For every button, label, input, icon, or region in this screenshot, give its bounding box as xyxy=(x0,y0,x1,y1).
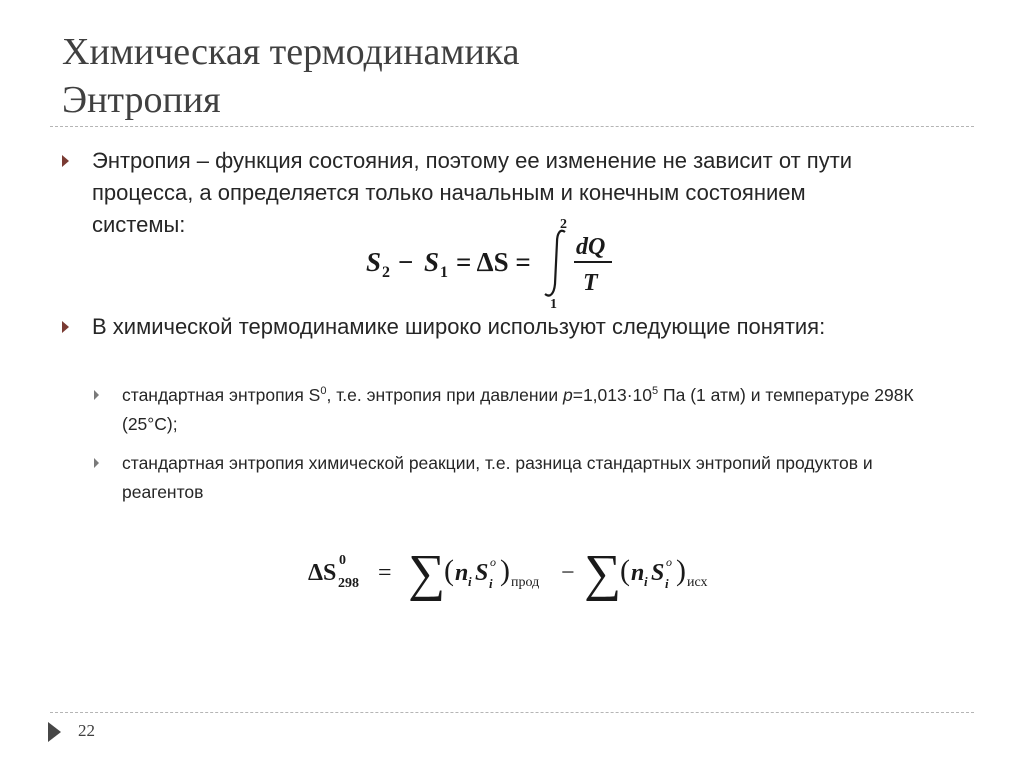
paren-open-icon: ( xyxy=(444,554,454,587)
delta-s: ΔS xyxy=(308,560,337,586)
title-line-1: Химическая термодинамика xyxy=(62,31,520,73)
sub-bullet-arrow-icon xyxy=(94,390,99,400)
reaction-entropy-formula xyxy=(306,538,746,608)
sup-zero: 0 xyxy=(339,553,346,568)
i-sub-2: i xyxy=(489,576,493,591)
paren-close-icon: ) xyxy=(500,554,510,587)
n-symbol: n xyxy=(631,560,645,586)
bullet-arrow-icon xyxy=(62,155,69,167)
n-symbol: n xyxy=(455,560,469,586)
i-sub: i xyxy=(468,574,472,589)
sub-bullet-reaction-entropy xyxy=(122,449,942,507)
sum-icon: ∑ xyxy=(584,545,622,602)
title-divider xyxy=(50,126,974,127)
s-symbol-2: S xyxy=(424,247,440,277)
sum-icon: ∑ xyxy=(408,545,446,602)
bullet-text: В химической термодинамике широко используют следующие понятия: xyxy=(92,314,826,339)
sub-prod: прод xyxy=(511,575,540,590)
minus-sign: − xyxy=(398,247,414,277)
i-sub: i xyxy=(644,574,648,589)
bullet-concepts xyxy=(92,311,892,343)
bullet-text: Энтропия – функция состояния, поэтому ее изменение не зависит от пути процесса, а определяется только начальным и конечным состоянием системы: xyxy=(92,148,853,237)
paren-close-icon: ) xyxy=(676,554,686,587)
entropy-change-formula xyxy=(362,212,622,312)
paren-open-icon: ( xyxy=(620,554,630,587)
sub-2: 2 xyxy=(382,264,390,281)
sub-ish: исх xyxy=(687,575,708,590)
sub-1: 1 xyxy=(440,264,448,281)
equals-sign: = xyxy=(378,560,392,586)
page-number: 22 xyxy=(78,721,95,740)
sub-298: 298 xyxy=(338,576,359,591)
lower-limit: 1 xyxy=(550,297,557,312)
upper-limit: 2 xyxy=(560,217,567,232)
s-symbol: S xyxy=(651,560,665,586)
page-arrow-icon xyxy=(48,722,61,742)
s-symbol: S xyxy=(475,560,489,586)
sub-bullet-text: стандартная энтропия химической реакции, т.е. разница стандартных энтропий продуктов и реагентов xyxy=(122,453,873,502)
o-sup: o xyxy=(490,555,496,569)
slide-title xyxy=(62,28,962,124)
minus-sign: − xyxy=(561,560,575,586)
equals-delta: = ΔS = xyxy=(456,247,531,277)
footer-divider xyxy=(50,712,974,713)
o-sup: o xyxy=(666,555,672,569)
sub-bullet-arrow-icon xyxy=(94,458,99,468)
sub-bullet-standard-entropy: стандартная энтропия $S^0$, т.е. энтропия при давлении $p=1,013\cdot 10^5$ Па (1 атм) и температуре 298К (25°С); xyxy=(122,381,942,439)
integral-sign-icon xyxy=(545,231,565,296)
i-sub-2: i xyxy=(665,576,669,591)
bullet-arrow-icon xyxy=(62,321,69,333)
s-symbol: S xyxy=(366,247,382,277)
denominator: T xyxy=(583,270,598,296)
title-line-2: Энтропия xyxy=(62,79,221,121)
numerator: dQ xyxy=(576,234,606,260)
